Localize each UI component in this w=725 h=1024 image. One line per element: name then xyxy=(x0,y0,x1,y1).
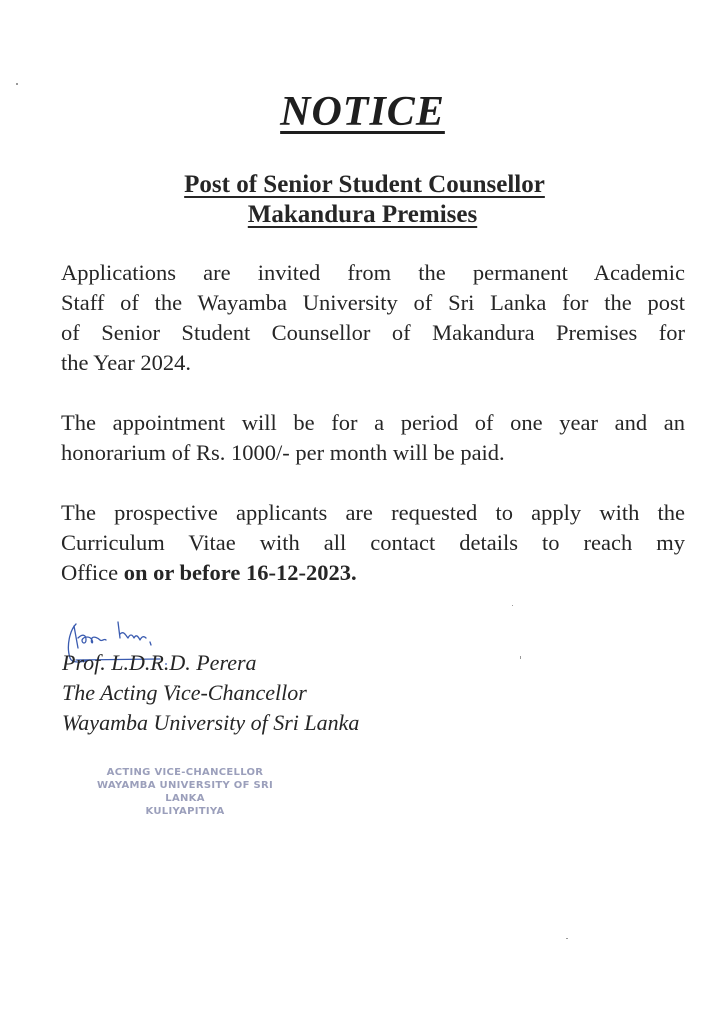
stamp-line: KULIYAPITIYA xyxy=(145,806,225,817)
office-text: Office xyxy=(61,560,124,585)
text-line: honorarium of Rs. 1000/- per month will be paid. xyxy=(61,440,505,465)
stamp-line: WAYAMBA UNIVERSITY OF SRI LANKA xyxy=(96,780,274,804)
text-line: Curriculum Vitae with all contact details to reach my xyxy=(61,530,685,555)
scan-speck xyxy=(566,938,568,939)
paragraph-invitation xyxy=(61,258,685,378)
text-line: The appointment will be for a period of one year and an xyxy=(61,410,685,435)
official-stamp xyxy=(80,766,290,818)
deadline-text: on or before 16-12-2023. xyxy=(123,560,357,585)
paragraph-appointment xyxy=(61,408,685,468)
subtitle-premises: Makandura Premises xyxy=(247,201,478,228)
signatory-name: Prof. L.D.R.D. Perera xyxy=(62,650,257,675)
signatory-institution: Wayamba University of Sri Lanka xyxy=(62,710,360,735)
scan-speck xyxy=(512,605,513,606)
text-line: Staff of the Wayamba University of Sri Lanka for the post xyxy=(61,290,685,315)
text-line: of Senior Student Counsellor of Makandura Premises for xyxy=(61,320,685,345)
text-line xyxy=(61,558,685,588)
text-line: Applications are invited from the permanent Academic xyxy=(61,260,685,285)
text-line: The prospective applicants are requested to apply with the xyxy=(61,500,685,525)
signatory-block xyxy=(62,648,359,738)
paragraph-application xyxy=(61,498,685,588)
subtitle-post: Post of Senior Student Counsellor xyxy=(184,171,545,198)
signatory-designation: The Acting Vice-Chancellor xyxy=(62,680,307,705)
scan-speck xyxy=(16,83,18,85)
text-line: the Year 2024. xyxy=(61,350,191,375)
scan-speck xyxy=(520,656,521,659)
notice-subtitle xyxy=(0,170,725,230)
notice-title: NOTICE xyxy=(280,89,445,135)
stamp-line: ACTING VICE-CHANCELLOR xyxy=(106,767,264,778)
